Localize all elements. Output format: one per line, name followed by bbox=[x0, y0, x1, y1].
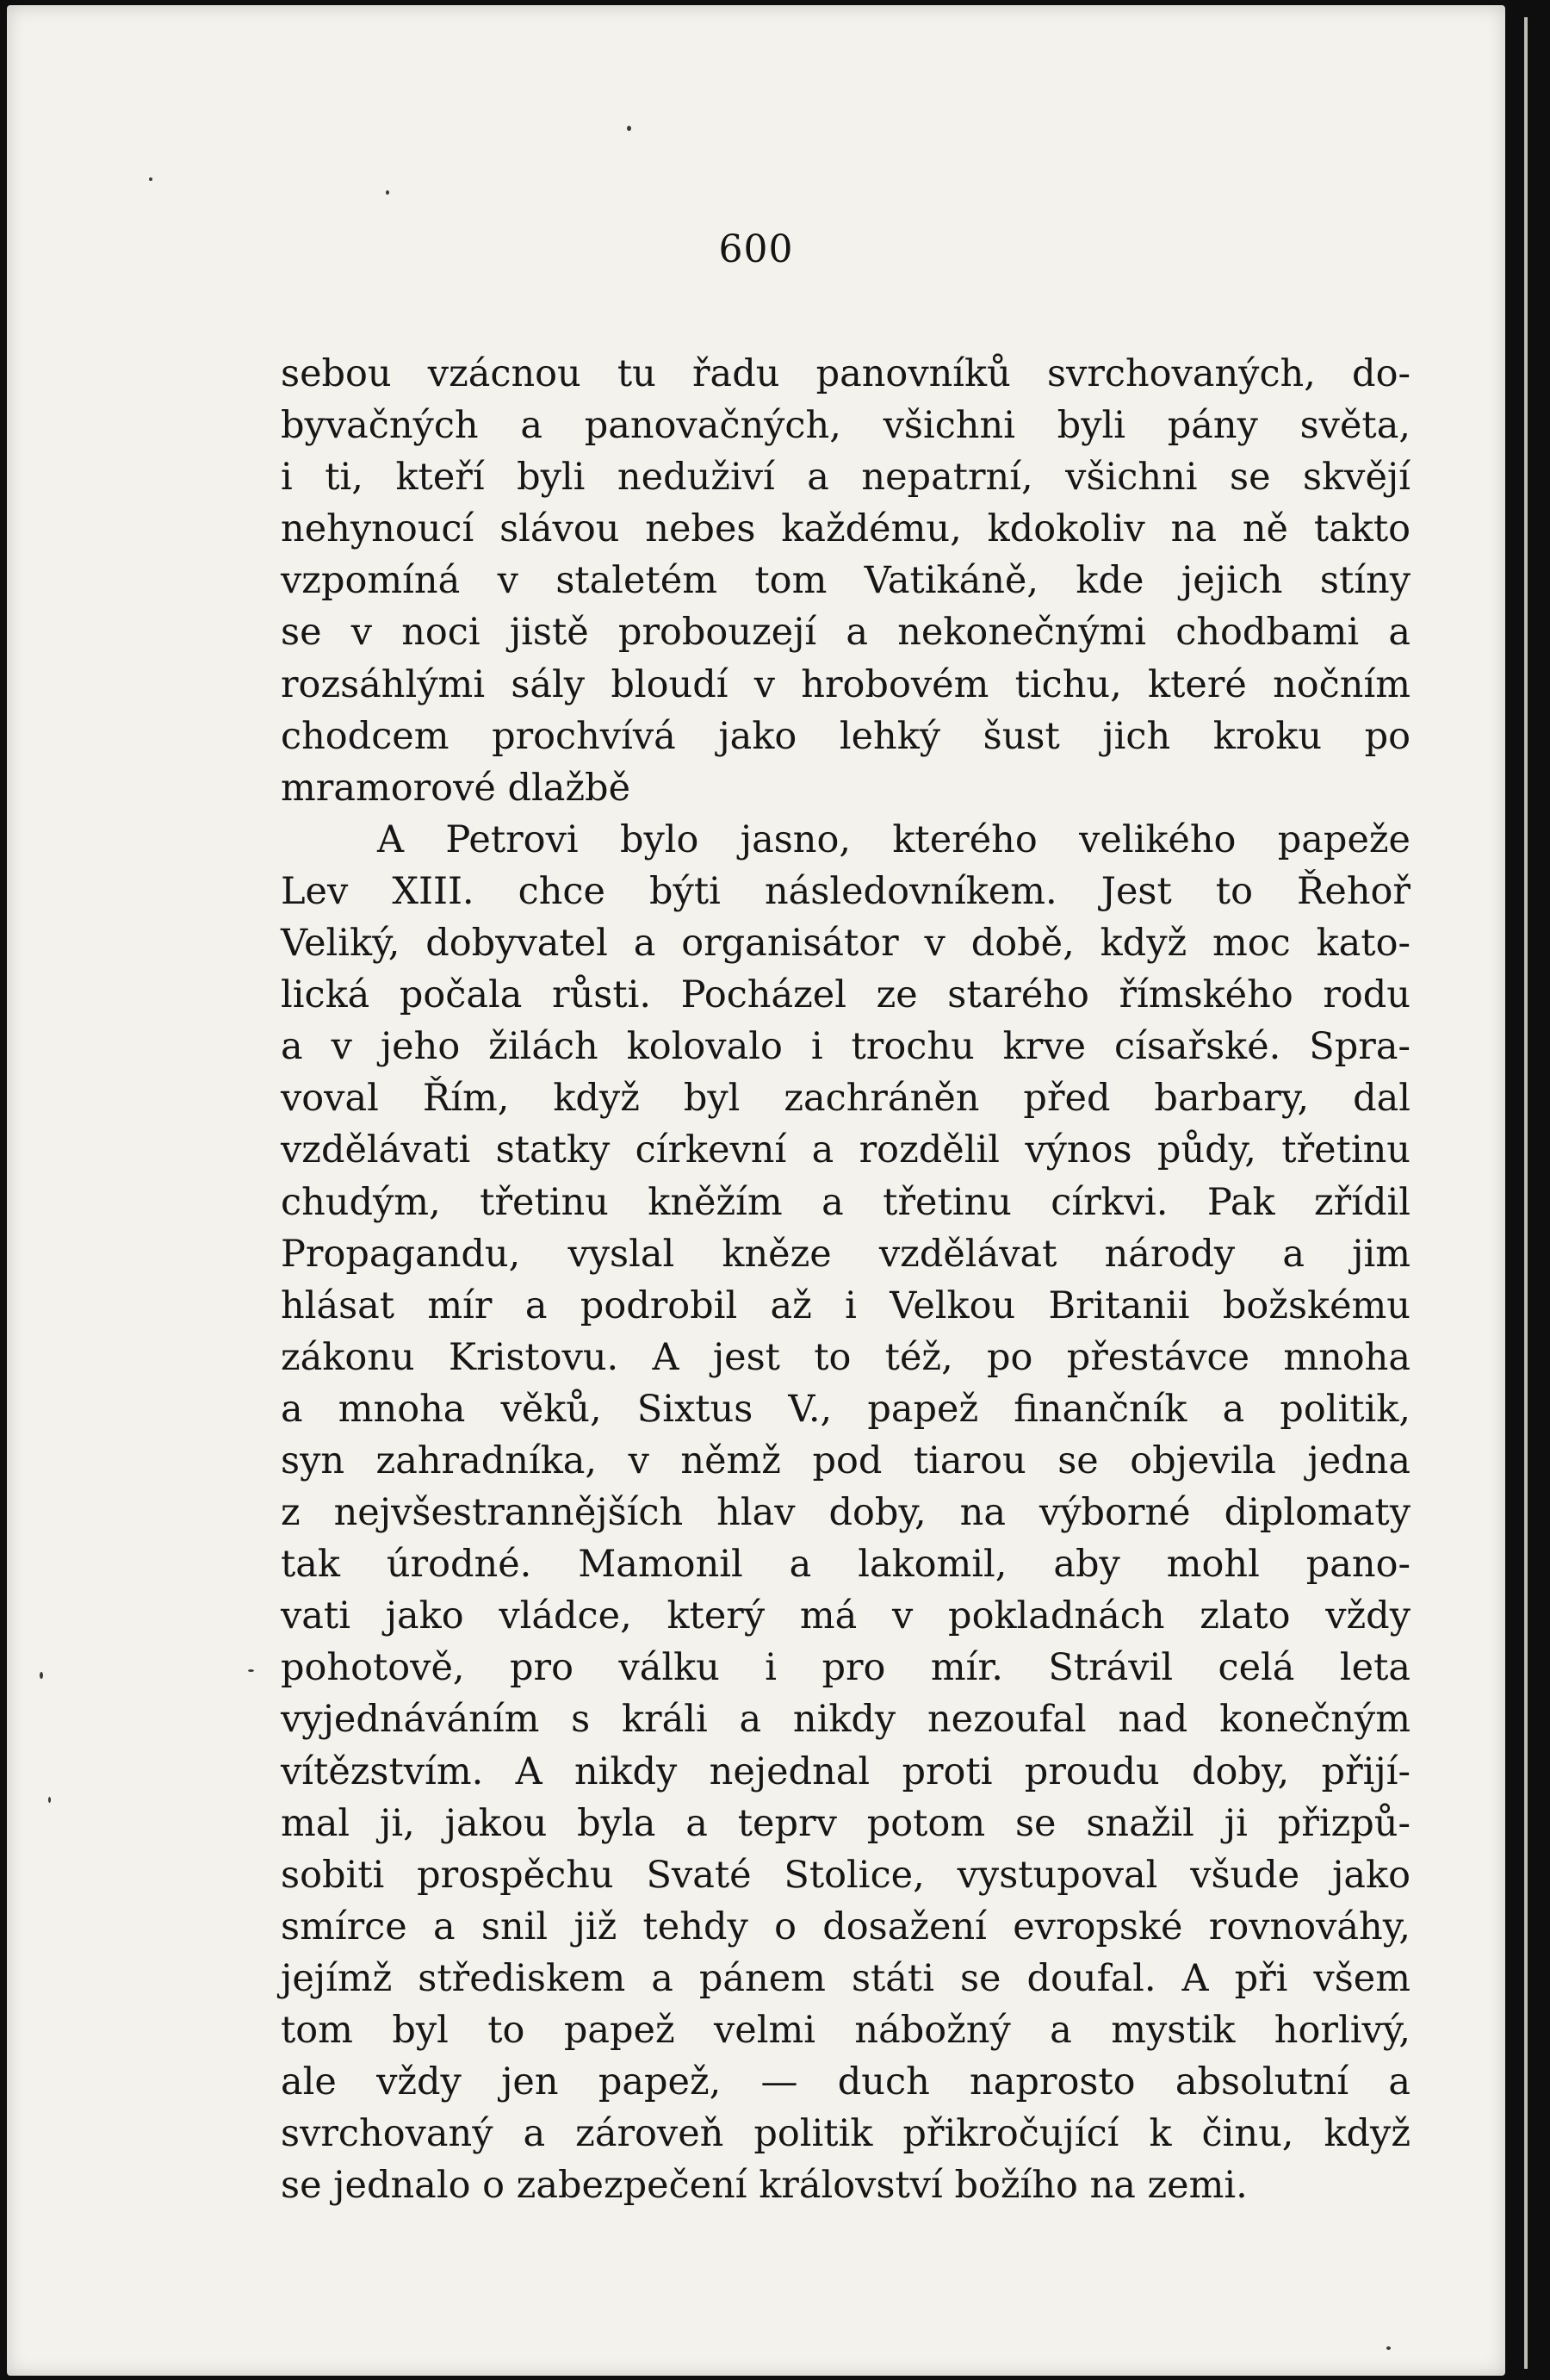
body-text bbox=[281, 348, 1410, 2211]
paper-speck bbox=[149, 177, 152, 181]
text-line: A Petrovi bylo jasno, kterého velikého papeže bbox=[377, 817, 1410, 861]
text-line: voval Řím, když byl zachráněn před barbary, dal bbox=[281, 1077, 1410, 1121]
text-line: se v noci jistě probouzejí a nekonečnými chodbami a bbox=[281, 611, 1410, 655]
text-line: vítězstvím. A nikdy nejednal proti proudu doby, přijí- bbox=[281, 1749, 1410, 1793]
text-line: rozsáhlými sály bloudí v hrobovém tichu, které nočním bbox=[281, 662, 1410, 706]
text-line: sobiti prospěchu Svaté Stolice, vystupoval všude jako bbox=[281, 1853, 1410, 1897]
text-line: syn zahradníka, v němž pod tiarou se objevila jedna bbox=[281, 1439, 1410, 1482]
text-line: chodcem prochvívá jako lehký šust jich kroku po bbox=[281, 714, 1410, 758]
text-line: nehynoucí slávou nebes každému, kdokoliv na ně takto bbox=[281, 507, 1410, 551]
text-line: a mnoha věků, Sixtus V., papež finančník a politik, bbox=[281, 1387, 1410, 1431]
text-line: Propagandu, vyslal kněze vzdělávat národy a jim bbox=[281, 1232, 1410, 1276]
text-line: Veliký, dobyvatel a organisátor v době, když moc kato- bbox=[281, 922, 1410, 966]
text-line: chudým, třetinu kněžím a třetinu církvi. Pak zřídil bbox=[281, 1180, 1410, 1224]
page-number: 600 bbox=[718, 227, 794, 271]
text-line: vyjednáváním s králi a nikdy nezoufal nad konečným bbox=[281, 1698, 1410, 1742]
text-line: pohotově, pro válku i pro mír. Strávil celá leta bbox=[281, 1646, 1410, 1690]
text-line: byvačných a panovačných, všichni byli pány světa, bbox=[281, 404, 1410, 448]
text-line: sebou vzácnou tu řadu panovníků svrchovaných, do- bbox=[281, 352, 1410, 395]
text-line: mal ji, jakou byla a teprv potom se snažil ji přizpů- bbox=[281, 1801, 1410, 1845]
book-page bbox=[7, 5, 1505, 2376]
text-line: z nejvšestrannějších hlav doby, na výborné diplomaty bbox=[281, 1491, 1410, 1535]
text-line: mramorové dlažbě bbox=[281, 766, 631, 810]
text-line: vati jako vládce, který má v pokladnách zlato vždy bbox=[281, 1594, 1410, 1638]
text-line: lická počala růsti. Pocházel ze starého římského rodu bbox=[281, 973, 1410, 1017]
scan-edge bbox=[1517, 0, 1550, 2380]
paper-speck bbox=[48, 1797, 51, 1803]
paper-speck bbox=[627, 126, 631, 131]
text-line: se jednalo o zabezpečení království božího na zemi. bbox=[281, 2164, 1248, 2208]
text-line: vzdělávati statky církevní a rozdělil výnos půdy, třetinu bbox=[281, 1128, 1410, 1172]
text-line: smírce a snil již tehdy o dosažení evropské rovnováhy, bbox=[281, 1905, 1410, 1948]
paper-speck bbox=[248, 1669, 254, 1672]
text-line: zákonu Kristovu. A jest to též, po přestávce mnoha bbox=[281, 1335, 1410, 1379]
paper-speck bbox=[386, 190, 389, 195]
paper-speck bbox=[1386, 2346, 1391, 2350]
text-line: tom byl to papež velmi nábožný a mystik horlivý, bbox=[281, 2009, 1410, 2052]
text-line: ale vždy jen papež, — duch naprosto absolutní a bbox=[281, 2060, 1410, 2104]
scan-edge-line bbox=[1524, 17, 1528, 2369]
text-line: hlásat mír a podrobil až i Velkou Britanii božskému bbox=[281, 1283, 1410, 1327]
paper-speck bbox=[40, 1672, 43, 1679]
text-line: i ti, kteří byli neduživí a nepatrní, všichni se skvějí bbox=[281, 456, 1410, 500]
text-line: a v jeho žilách kolovalo i trochu krve císařské. Spra- bbox=[281, 1025, 1410, 1069]
text-line: jejímž střediskem a pánem státi se doufal. A při všem bbox=[281, 1956, 1410, 2000]
text-line: Lev XIII. chce býti následovníkem. Jest to Řehoř bbox=[281, 869, 1410, 913]
text-line: svrchovaný a zároveň politik přikročující k činu, když bbox=[281, 2112, 1410, 2156]
text-line: tak úrodné. Mamonil a lakomil, aby mohl pano- bbox=[281, 1543, 1410, 1587]
text-line: vzpomíná v staletém tom Vatikáně, kde jejich stíny bbox=[281, 559, 1410, 603]
